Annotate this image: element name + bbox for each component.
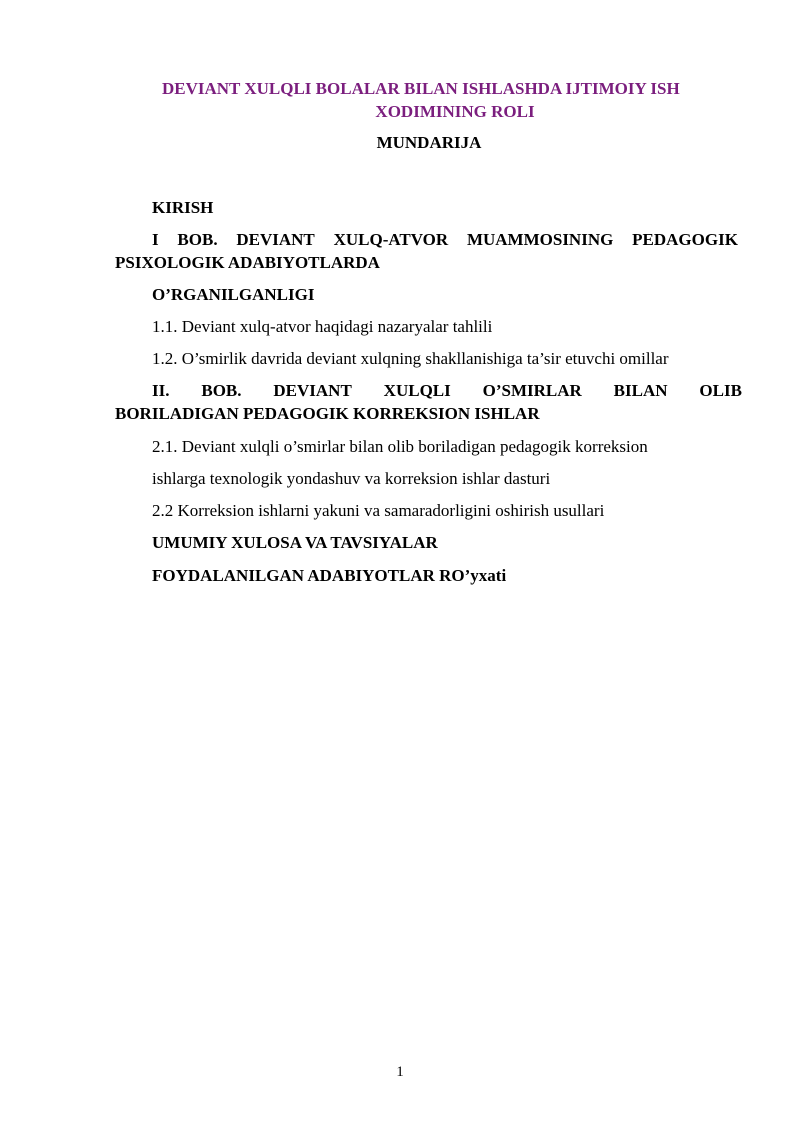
toc-chapter2-word: OLIB — [699, 381, 742, 400]
title-line-1: DEVIANT XULQLI BOLALAR BILAN ISHLASHDA IJTIMOIY ISH — [162, 79, 680, 98]
toc-chapter1-word: PEDAGOGIK — [632, 230, 738, 249]
toc-chapter2-row1 — [152, 380, 742, 402]
toc-chapter1-word: BOB. — [177, 230, 218, 249]
toc-chapter2-word: BOB. — [201, 381, 242, 400]
toc-chapter1-row1 — [152, 229, 738, 251]
toc-chapter2-word: II. — [152, 381, 170, 400]
document-title — [115, 77, 795, 123]
toc-chapter1-word: DEVIANT — [236, 230, 315, 249]
toc-intro: KIRISH — [152, 198, 214, 217]
page-number: 1 — [396, 1064, 404, 1080]
toc-chapter2-word: DEVIANT — [273, 381, 352, 400]
toc-conclusion: UMUMIY XULOSA VA TAVSIYALAR — [152, 533, 438, 552]
toc-chapter1-word: XULQ-ATVOR — [333, 230, 449, 249]
toc-chapter2-row2: BORILADIGAN PEDAGOGIK KORREKSION ISHLAR — [115, 404, 540, 423]
toc-section-2-1-row2: ishlarga texnologik yondashuv va korreksion ishlar dasturi — [152, 469, 551, 488]
toc-chapter1-row3: O’RGANILGANLIGI — [152, 285, 315, 304]
toc-section-2-1-row1: 2.1. Deviant xulqli o’smirlar bilan olib boriladigan pedagogik korreksion — [152, 437, 648, 456]
toc-chapter2-word: O’SMIRLAR — [482, 381, 582, 400]
toc-chapter1-word: I — [152, 230, 159, 249]
toc-section-1-1: 1.1. Deviant xulq-atvor haqidagi nazaryalar tahlili — [152, 317, 493, 336]
toc-section-1-2: 1.2. O’smirlik davrida deviant xulqning shakllanishiga ta’sir etuvchi omillar — [152, 349, 669, 368]
toc-chapter1-row2: PSIXOLOGIK ADABIYOTLARDA — [115, 253, 380, 272]
title-line-2: XODIMINING ROLI — [375, 102, 535, 121]
toc-chapter1-word: MUAMMOSINING — [466, 230, 614, 249]
contents-heading: MUNDARIJA — [376, 133, 482, 152]
toc-section-2-2: 2.2 Korreksion ishlarni yakuni va samaradorligini oshirish usullari — [152, 501, 605, 520]
toc-chapter2-word: XULQLI — [383, 381, 451, 400]
toc-chapter2-word: BILAN — [613, 381, 668, 400]
toc-references: FOYDALANILGAN ADABIYOTLAR RO’yxati — [152, 566, 507, 585]
